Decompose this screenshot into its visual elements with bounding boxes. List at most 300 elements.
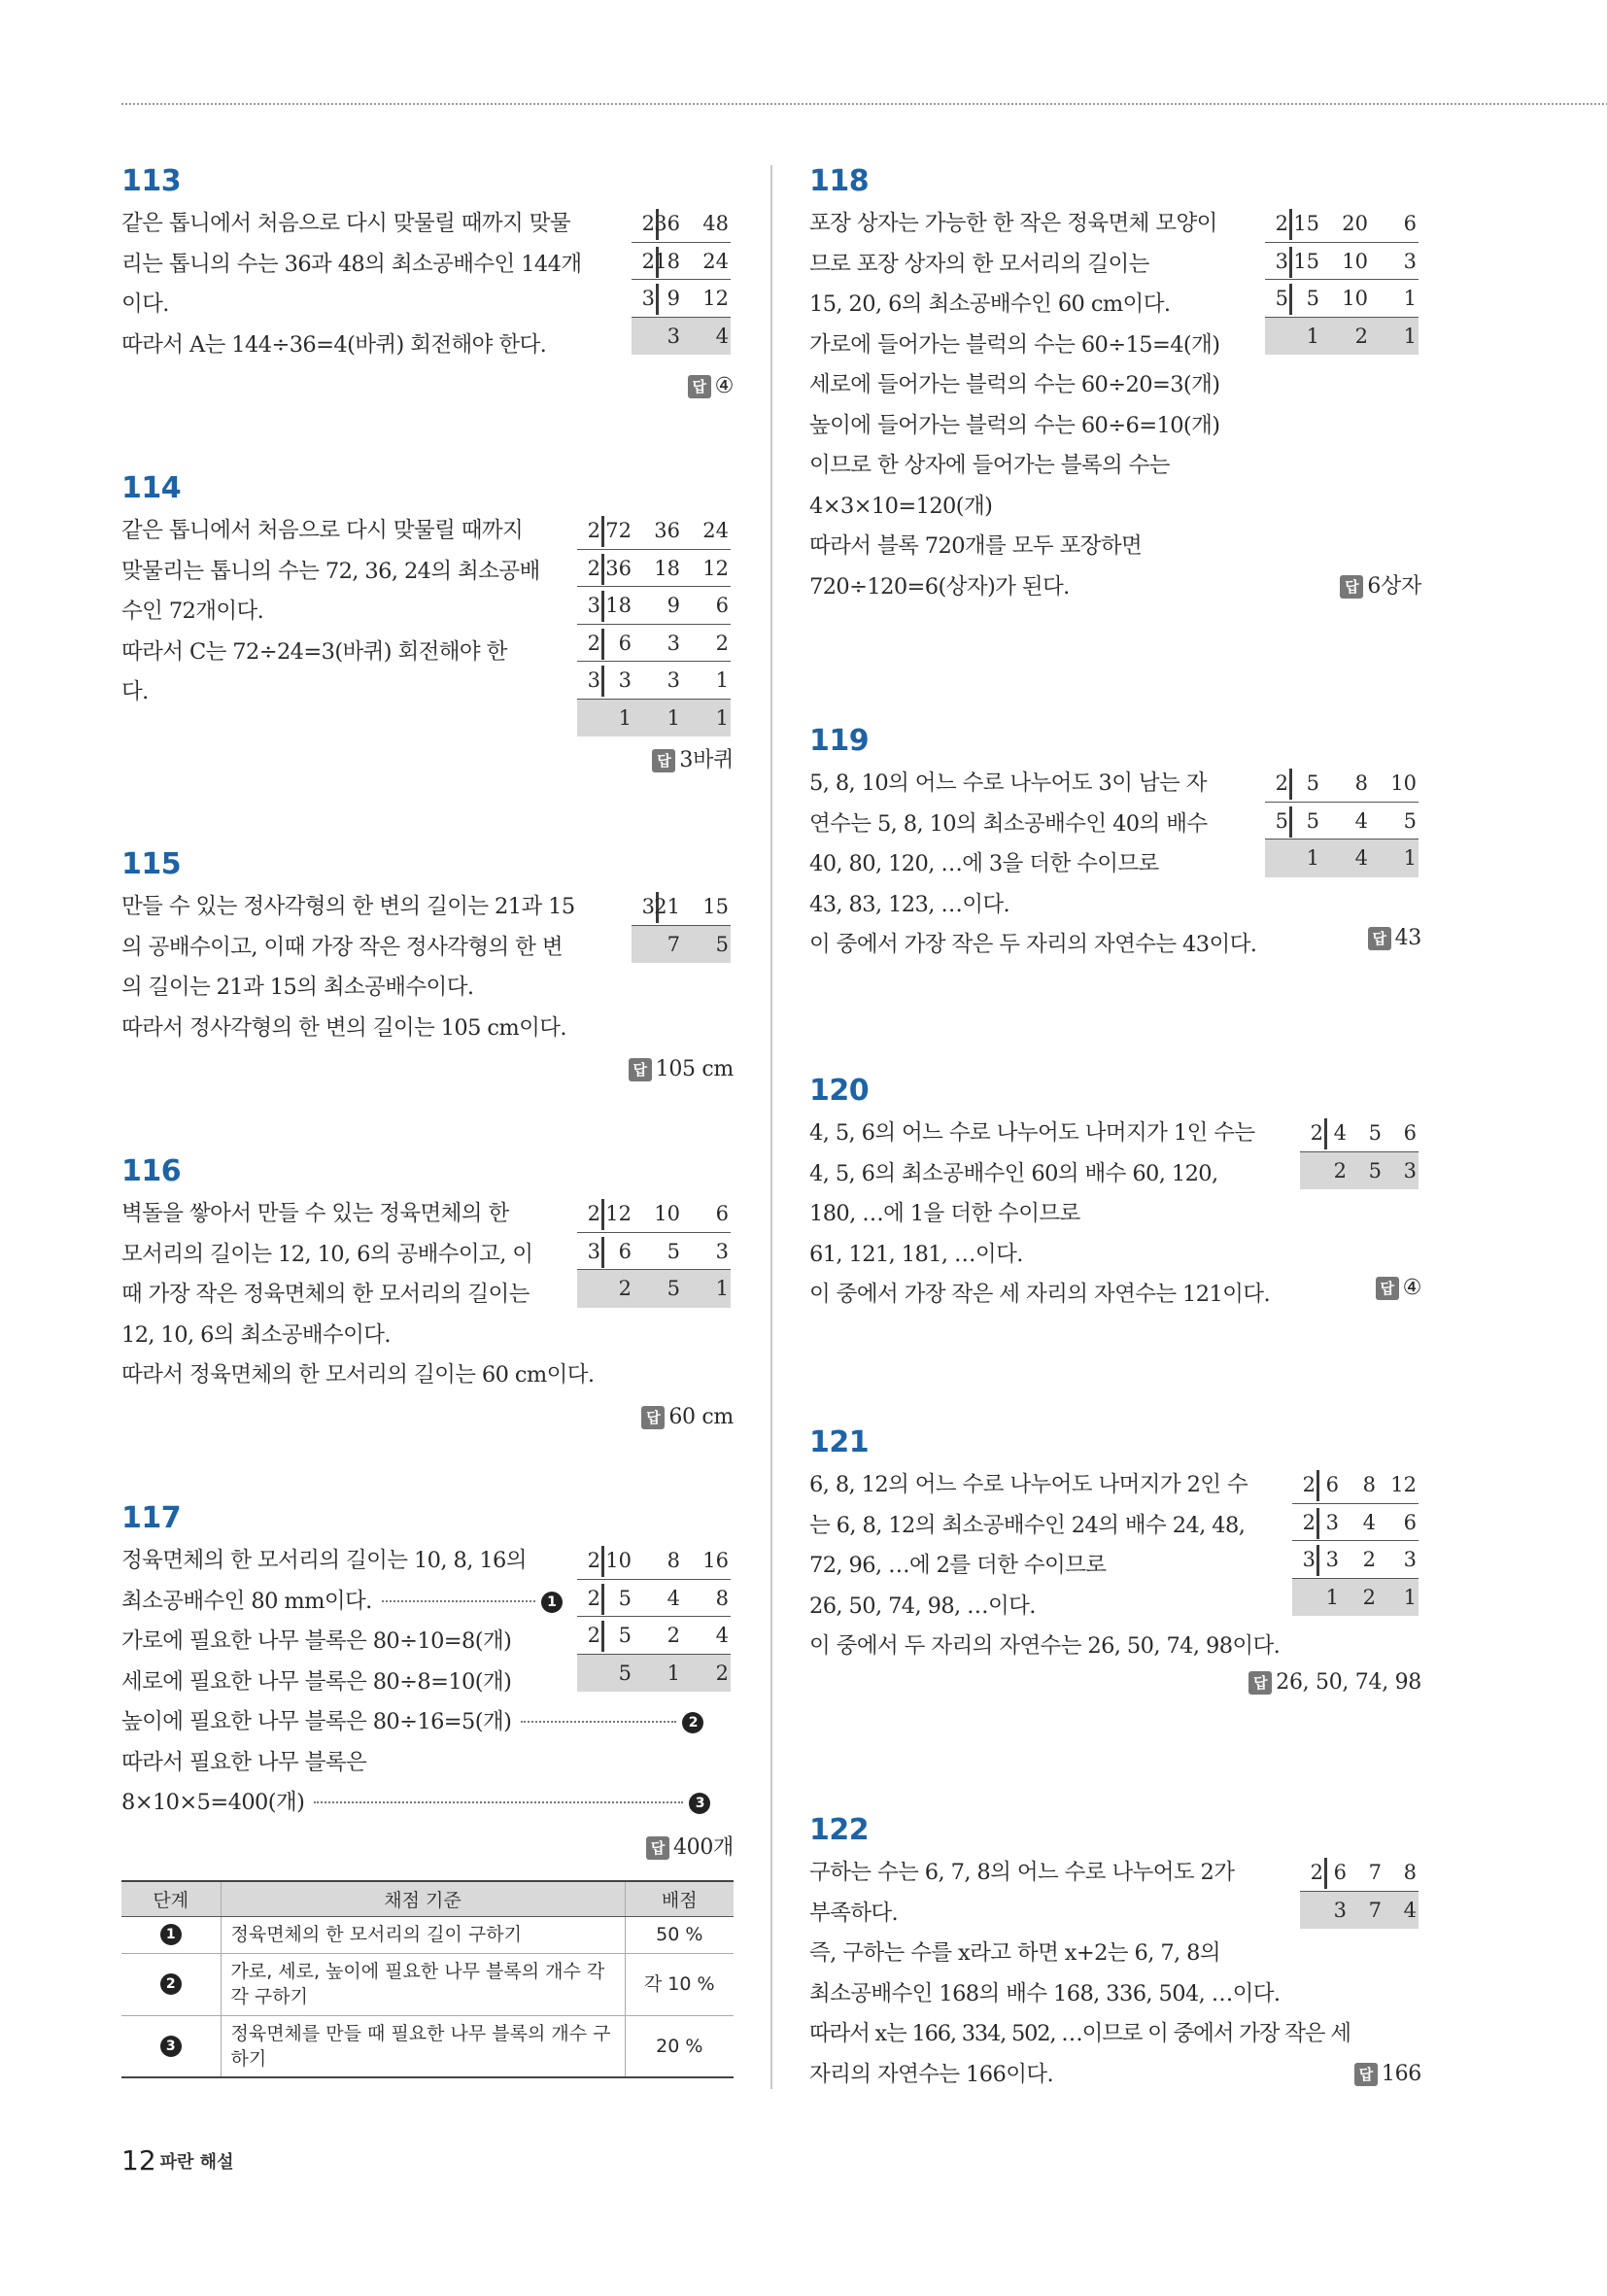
text-line: 12, 10, 6의 최소공배수이다. bbox=[121, 1321, 391, 1348]
answer-badge: 답 bbox=[1340, 575, 1363, 599]
table-row bbox=[121, 2015, 734, 2077]
ladder-divisor: 5 bbox=[1275, 808, 1288, 833]
text-line: 43, 83, 123, …이다. bbox=[809, 891, 1010, 917]
text-line: 리는 톱니의 수는 36과 48의 최소공배수인 144개 bbox=[121, 251, 582, 277]
problem-number: 113 bbox=[121, 164, 182, 198]
ladder-value: 3 bbox=[1403, 249, 1417, 273]
ladder-value: 2 bbox=[618, 1277, 632, 1300]
text-line: 다. bbox=[121, 679, 149, 704]
answer-badge: 답 bbox=[1248, 1671, 1272, 1695]
ladder-bracket bbox=[601, 629, 604, 660]
text-line: 4, 5, 6의 어느 수로 나누어도 나머지가 1인 수는 bbox=[809, 1120, 1255, 1146]
ladder-value: 5 bbox=[667, 1277, 680, 1300]
answer bbox=[652, 745, 734, 776]
ladder-value: 4 bbox=[667, 1586, 680, 1610]
problem-number: 122 bbox=[809, 1813, 870, 1847]
ladder-value: 1 bbox=[715, 705, 729, 730]
ladder-value: 2 bbox=[1362, 1548, 1376, 1571]
ladder-value: 4 bbox=[1354, 846, 1368, 870]
ladder-value: 12 bbox=[1390, 1473, 1417, 1496]
ladder-result-row bbox=[1300, 1892, 1419, 1930]
ladder-row bbox=[632, 243, 731, 281]
ladder-row bbox=[577, 1580, 731, 1618]
table-row bbox=[121, 1916, 734, 1953]
ladder-value: 10 bbox=[1390, 771, 1417, 795]
text-line: 이 중에서 가장 작은 세 자리의 자연수는 121이다. bbox=[809, 1282, 1270, 1307]
ladder-row bbox=[632, 888, 731, 926]
answer-badge: 답 bbox=[646, 1836, 669, 1860]
ladder-bracket bbox=[1289, 284, 1292, 315]
ladder-value: 15 bbox=[1293, 249, 1319, 273]
ladder-bracket bbox=[1324, 1858, 1327, 1889]
problem-number: 119 bbox=[809, 724, 870, 758]
ladder-bracket bbox=[601, 1237, 604, 1268]
ladder-value: 1 bbox=[1325, 1585, 1339, 1609]
text-line: 벽돌을 쌓아서 만들 수 있는 정육면체의 한 bbox=[121, 1201, 509, 1226]
ladder-division bbox=[1300, 1854, 1419, 1929]
text-line: 때 가장 작은 정육면체의 한 모서리의 길이는 bbox=[121, 1282, 530, 1307]
ladder-bracket bbox=[601, 666, 604, 697]
ladder-value: 6 bbox=[715, 594, 729, 617]
ladder-divisor: 3 bbox=[1302, 1548, 1316, 1571]
ladder-value: 5 bbox=[667, 1239, 680, 1263]
ladder-row bbox=[577, 1617, 731, 1655]
ladder-row bbox=[1292, 1466, 1419, 1504]
ladder-bracket bbox=[601, 1199, 604, 1230]
ladder-value: 4 bbox=[1333, 1121, 1347, 1145]
ladder-value: 1 bbox=[1403, 324, 1417, 348]
text-line: 포장 상자는 가능한 한 작은 정육면체 모양이 bbox=[809, 211, 1217, 236]
ladder-value: 1 bbox=[1403, 846, 1417, 870]
ladder-row bbox=[1265, 243, 1419, 281]
ladder-divisor: 3 bbox=[641, 895, 655, 918]
ladder-value: 36 bbox=[605, 556, 632, 580]
answer bbox=[1376, 1273, 1421, 1304]
text-line bbox=[121, 1702, 734, 1743]
leader-dots bbox=[382, 1600, 535, 1602]
answer-value: 166 bbox=[1381, 2062, 1421, 2086]
answer-value: 60 cm bbox=[668, 1405, 734, 1429]
ladder-value: 5 bbox=[618, 1661, 632, 1685]
ladder-divisor: 2 bbox=[1310, 1861, 1323, 1884]
text-line: 따라서 정사각형의 한 변의 길이는 105 cm이다. bbox=[121, 1014, 566, 1041]
problem-121 bbox=[809, 1421, 1421, 1695]
ladder-value: 5 bbox=[618, 1624, 632, 1647]
ladder-result-row bbox=[632, 318, 731, 356]
ladder-value: 8 bbox=[667, 1549, 680, 1572]
text-line: 수인 72개이다. bbox=[121, 599, 264, 624]
ladder-division bbox=[1265, 205, 1419, 355]
ladder-divisor: 2 bbox=[1275, 771, 1288, 795]
ladder-value: 15 bbox=[1293, 212, 1319, 235]
step-marker-1: 1 bbox=[160, 1924, 182, 1945]
ladder-value: 1 bbox=[1306, 324, 1319, 348]
ladder-row bbox=[577, 512, 731, 550]
text-line: 최소공배수인 168의 배수 168, 336, 504, …이다. bbox=[809, 1980, 1281, 2006]
ladder-value: 18 bbox=[654, 249, 680, 273]
ladder-bracket bbox=[1324, 1118, 1327, 1149]
ladder-bracket bbox=[601, 554, 604, 585]
ladder-bracket bbox=[601, 1546, 604, 1577]
ladder-value: 2 bbox=[1354, 324, 1368, 348]
problem-number: 121 bbox=[809, 1425, 870, 1459]
text-line: 이 중에서 가장 작은 두 자리의 자연수는 43이다. bbox=[809, 932, 1257, 957]
ladder-value: 3 bbox=[1333, 1898, 1347, 1922]
text-line: 세로에 필요한 나무 블록은 80÷8=10(개) bbox=[121, 1668, 512, 1695]
top-dotted-rule bbox=[121, 103, 1607, 105]
problem-119 bbox=[809, 719, 1421, 966]
ladder-value: 48 bbox=[702, 212, 729, 235]
ladder-value: 12 bbox=[605, 1202, 632, 1225]
ladder-row bbox=[1265, 205, 1419, 243]
problem-number: 115 bbox=[121, 847, 182, 881]
ladder-value: 9 bbox=[667, 287, 680, 310]
problem-number: 114 bbox=[121, 471, 182, 505]
text-line: 26, 50, 74, 98, …이다. bbox=[809, 1593, 1036, 1619]
ladder-value: 4 bbox=[1362, 1510, 1376, 1534]
ladder-value: 1 bbox=[1403, 287, 1417, 310]
ladder-value: 20 bbox=[1342, 212, 1368, 235]
answer bbox=[688, 371, 734, 402]
ladder-value: 6 bbox=[618, 631, 632, 655]
ladder-row bbox=[1265, 765, 1419, 803]
ladder-row bbox=[1300, 1854, 1419, 1892]
ladder-row bbox=[577, 662, 731, 700]
ladder-value: 8 bbox=[1403, 1861, 1417, 1884]
problem-number: 116 bbox=[121, 1154, 182, 1188]
ladder-divisor: 5 bbox=[1275, 287, 1288, 310]
ladder-divisor: 2 bbox=[1310, 1121, 1323, 1145]
ladder-result-row bbox=[577, 1655, 731, 1693]
text-line: 따라서 정육면체의 한 모서리의 길이는 60 cm이다. bbox=[121, 1362, 595, 1388]
text-line: 가로에 들어가는 블럭의 수는 60÷15=4(개) bbox=[809, 331, 1220, 358]
text-line: 구하는 수는 6, 7, 8의 어느 수로 나누어도 2가 bbox=[809, 1860, 1235, 1885]
page-footer bbox=[121, 2144, 233, 2176]
text-line: 따라서 x는 166, 334, 502, …이므로 이 중에서 가장 작은 세 bbox=[809, 2021, 1351, 2046]
ladder-row bbox=[577, 1195, 731, 1233]
ladder-result-row bbox=[632, 926, 731, 964]
text-line: 180, …에 1을 더한 수이므로 bbox=[809, 1201, 1080, 1226]
footer-label: 파란 해설 bbox=[159, 2152, 234, 2173]
ladder-value: 6 bbox=[618, 1239, 632, 1263]
problem-114 bbox=[121, 466, 734, 772]
text-line: 정육면체의 한 모서리의 길이는 10, 8, 16의 bbox=[121, 1548, 527, 1573]
ladder-value: 5 bbox=[1403, 808, 1417, 833]
ladder-division bbox=[632, 205, 731, 355]
ladder-value: 5 bbox=[1368, 1121, 1382, 1145]
ladder-divisor: 2 bbox=[587, 1202, 600, 1225]
problem-number: 117 bbox=[121, 1501, 182, 1535]
page-number: 12 bbox=[121, 2144, 156, 2176]
ladder-value: 6 bbox=[1403, 212, 1417, 235]
score-cell: 50 % bbox=[625, 1916, 734, 1953]
ladder-bracket bbox=[601, 591, 604, 622]
ladder-bracket bbox=[1289, 806, 1292, 838]
problem-122 bbox=[809, 1808, 1421, 2095]
answer-value: 105 cm bbox=[655, 1057, 734, 1081]
ladder-value: 2 bbox=[1362, 1585, 1376, 1609]
ladder-value: 2 bbox=[715, 631, 729, 655]
answer-badge: 답 bbox=[629, 1058, 652, 1081]
ladder-row bbox=[1300, 1114, 1419, 1152]
problem-120 bbox=[809, 1069, 1421, 1316]
text-line: 자리의 자연수는 166이다. bbox=[809, 2061, 1054, 2087]
ladder-division bbox=[577, 1542, 731, 1692]
ladder-value: 7 bbox=[1368, 1898, 1382, 1922]
ladder-row bbox=[1265, 803, 1419, 840]
ladder-value: 1 bbox=[715, 1277, 729, 1300]
score-cell: 20 % bbox=[625, 2015, 734, 2077]
answer-badge: 답 bbox=[1368, 927, 1391, 950]
step-marker-1: 1 bbox=[541, 1592, 563, 1613]
ladder-row bbox=[577, 1233, 731, 1271]
text-line: 맞물리는 톱니의 수는 72, 36, 24의 최소공배 bbox=[121, 558, 540, 584]
ladder-value: 5 bbox=[1306, 771, 1319, 795]
ladder-divisor: 3 bbox=[587, 1239, 600, 1263]
ladder-bracket bbox=[1289, 247, 1292, 278]
text-line: 이므로 한 상자에 들어가는 블록의 수는 bbox=[809, 453, 1170, 478]
answer-badge: 답 bbox=[641, 1406, 665, 1429]
ladder-divisor: 2 bbox=[1302, 1510, 1316, 1534]
ladder-divisor: 2 bbox=[641, 249, 655, 273]
ladder-value: 21 bbox=[654, 895, 680, 918]
ladder-divisor: 2 bbox=[587, 519, 600, 542]
ladder-value: 2 bbox=[667, 1624, 680, 1647]
ladder-division bbox=[577, 512, 731, 737]
ladder-value: 6 bbox=[715, 1202, 729, 1225]
text-line: 720÷120=6(상자)가 된다. bbox=[809, 573, 1070, 600]
criterion-cell: 정육면체의 한 모서리의 길이 구하기 bbox=[221, 1916, 625, 1953]
column-divider bbox=[770, 165, 772, 2089]
text-line: 의 공배수이고, 이때 가장 작은 정사각형의 한 변 bbox=[121, 934, 563, 960]
problem-113 bbox=[121, 159, 734, 398]
ladder-value: 1 bbox=[1306, 846, 1319, 870]
ladder-value: 15 bbox=[702, 895, 729, 918]
answer-value: 26, 50, 74, 98 bbox=[1276, 1670, 1421, 1695]
criterion-cell: 가로, 세로, 높이에 필요한 나무 블록의 개수 각각 구하기 bbox=[221, 1953, 625, 2015]
ladder-value: 8 bbox=[715, 1586, 729, 1610]
ladder-result-row bbox=[1265, 840, 1419, 877]
ladder-value: 5 bbox=[1368, 1158, 1382, 1182]
answer bbox=[641, 1402, 734, 1433]
step-marker-2: 2 bbox=[160, 1973, 182, 1995]
ladder-result-row bbox=[1292, 1579, 1419, 1617]
ladder-divisor: 3 bbox=[587, 668, 600, 692]
ladder-divisor: 2 bbox=[587, 1549, 600, 1572]
text-line: 5, 8, 10의 어느 수로 나누어도 3이 남는 자 bbox=[809, 771, 1207, 796]
text-line: 이다. bbox=[121, 291, 169, 317]
problem-number: 120 bbox=[809, 1074, 870, 1108]
ladder-bracket bbox=[1316, 1470, 1319, 1501]
text-line: 따라서 필요한 나무 블록은 bbox=[121, 1749, 367, 1775]
ladder-value: 5 bbox=[1306, 287, 1319, 310]
leader-dots bbox=[314, 1801, 683, 1803]
text-line: 40, 80, 120, …에 3을 더한 수이므로 bbox=[809, 851, 1159, 876]
ladder-value: 3 bbox=[715, 1239, 729, 1263]
ladder-value: 6 bbox=[1403, 1121, 1417, 1145]
ladder-bracket bbox=[601, 516, 604, 547]
answer bbox=[1340, 571, 1421, 602]
text-line: 같은 톱니에서 처음으로 다시 맞물릴 때까지 bbox=[121, 518, 524, 543]
ladder-divisor: 2 bbox=[587, 631, 600, 655]
ladder-division bbox=[1292, 1466, 1419, 1616]
ladder-row bbox=[1292, 1504, 1419, 1542]
text-line: 모서리의 길이는 12, 10, 6의 공배수이고, 이 bbox=[121, 1241, 533, 1267]
ladder-divisor: 2 bbox=[1302, 1473, 1316, 1496]
ladder-value: 12 bbox=[702, 287, 729, 310]
text-segment: 8×10×5=400(개) bbox=[121, 1790, 305, 1815]
text-line: 4, 5, 6의 최소공배수인 60의 배수 60, 120, bbox=[809, 1160, 1218, 1186]
answer bbox=[646, 1833, 734, 1864]
ladder-value: 10 bbox=[605, 1549, 632, 1572]
text-line: 61, 121, 181, …이다. bbox=[809, 1241, 1023, 1267]
ladder-row bbox=[1265, 280, 1419, 318]
table-row bbox=[121, 1953, 734, 2015]
ladder-value: 3 bbox=[667, 324, 680, 348]
ladder-bracket bbox=[1289, 209, 1292, 240]
problem-118 bbox=[809, 159, 1421, 607]
ladder-divisor: 2 bbox=[587, 1624, 600, 1647]
answer-badge: 답 bbox=[652, 749, 675, 772]
answer-badge: 답 bbox=[688, 375, 711, 398]
answer bbox=[1354, 2059, 1421, 2090]
step-marker-3: 3 bbox=[689, 1793, 710, 1814]
ladder-value: 16 bbox=[702, 1549, 729, 1572]
ladder-value: 3 bbox=[618, 668, 632, 692]
answer-value: 400개 bbox=[672, 1835, 734, 1860]
answer-value: 6상자 bbox=[1367, 574, 1421, 599]
step-marker-3: 3 bbox=[160, 2036, 182, 2057]
ladder-value: 10 bbox=[654, 1202, 680, 1225]
ladder-value: 1 bbox=[667, 1661, 680, 1685]
ladder-value: 10 bbox=[1342, 287, 1368, 310]
answer-badge: 답 bbox=[1376, 1277, 1399, 1300]
text-line: 6, 8, 12의 어느 수로 나누어도 나머지가 2인 수 bbox=[809, 1472, 1248, 1497]
ladder-divisor: 3 bbox=[641, 287, 655, 310]
ladder-divisor: 2 bbox=[587, 556, 600, 580]
text-line: 즉, 구하는 수를 x라고 하면 x+2는 6, 7, 8의 bbox=[809, 1940, 1220, 1966]
ladder-bracket bbox=[601, 1584, 604, 1615]
ladder-value: 72 bbox=[605, 519, 632, 542]
ladder-divisor: 2 bbox=[587, 1586, 600, 1610]
answer-value: 3바퀴 bbox=[679, 748, 734, 772]
text-line: 세로에 들어가는 블럭의 수는 60÷20=3(개) bbox=[809, 372, 1220, 397]
ladder-division bbox=[1300, 1114, 1419, 1189]
ladder-value: 7 bbox=[667, 932, 680, 956]
ladder-row bbox=[632, 205, 731, 243]
ladder-value: 1 bbox=[715, 668, 729, 692]
ladder-value: 3 bbox=[1325, 1548, 1339, 1571]
score-cell: 각 10 % bbox=[625, 1953, 734, 2015]
answer bbox=[1248, 1667, 1421, 1698]
text-line: 만들 수 있는 정사각형의 한 변의 길이는 21과 15 bbox=[121, 894, 575, 919]
ladder-value: 7 bbox=[1368, 1861, 1382, 1884]
grading-table bbox=[121, 1880, 734, 2078]
ladder-value: 10 bbox=[1342, 249, 1368, 273]
ladder-value: 18 bbox=[605, 594, 632, 617]
ladder-value: 24 bbox=[702, 249, 729, 273]
text-line: 따라서 블록 720개를 모두 포장하면 bbox=[809, 533, 1143, 559]
text-line: 가로에 필요한 나무 블록은 80÷10=8(개) bbox=[121, 1628, 512, 1654]
ladder-value: 5 bbox=[715, 932, 729, 956]
ladder-bracket bbox=[1316, 1508, 1319, 1539]
ladder-value: 1 bbox=[667, 705, 680, 730]
step-cell bbox=[121, 1953, 221, 2015]
step-cell bbox=[121, 1916, 221, 1953]
text-line: 는 6, 8, 12의 최소공배수인 24의 배수 24, 48, bbox=[809, 1512, 1246, 1538]
ladder-division bbox=[632, 888, 731, 963]
ladder-row bbox=[577, 550, 731, 588]
ladder-value: 5 bbox=[618, 1586, 632, 1610]
text-line: 이 중에서 두 자리의 자연수는 26, 50, 74, 98이다. bbox=[809, 1633, 1281, 1659]
ladder-value: 9 bbox=[667, 594, 680, 617]
ladder-value: 4 bbox=[715, 324, 729, 348]
ladder-bracket bbox=[656, 284, 659, 315]
text-line: 부족하다. bbox=[809, 1900, 899, 1926]
ladder-divisor: 2 bbox=[1275, 212, 1288, 235]
ladder-value: 1 bbox=[1403, 1585, 1417, 1609]
ladder-value: 5 bbox=[1306, 808, 1319, 833]
ladder-value: 6 bbox=[1325, 1473, 1339, 1496]
ladder-row bbox=[577, 1542, 731, 1580]
answer bbox=[629, 1054, 734, 1085]
ladder-row bbox=[632, 280, 731, 318]
ladder-result-row bbox=[1265, 318, 1419, 356]
text-line: 같은 톱니에서 처음으로 다시 맞물릴 때까지 맞물 bbox=[121, 211, 571, 236]
text-line: 므로 포장 상자의 한 모서리의 길이는 bbox=[809, 251, 1149, 277]
ladder-value: 2 bbox=[715, 1661, 729, 1685]
answer-value: 43 bbox=[1394, 926, 1421, 950]
header-step: 단계 bbox=[121, 1881, 221, 1916]
ladder-value: 4 bbox=[1354, 808, 1368, 833]
step-cell bbox=[121, 2015, 221, 2077]
ladder-bracket bbox=[1316, 1545, 1319, 1576]
ladder-bracket bbox=[601, 1621, 604, 1652]
ladder-bracket bbox=[1289, 769, 1292, 800]
header-criterion: 채점 기준 bbox=[221, 1881, 625, 1916]
ladder-row bbox=[1292, 1541, 1419, 1579]
answer-value: ④ bbox=[714, 374, 734, 398]
text-line: 따라서 C는 72÷24=3(바퀴) 회전해야 한 bbox=[121, 638, 507, 665]
ladder-result-row bbox=[1300, 1152, 1419, 1190]
problem-117 bbox=[121, 1496, 734, 1860]
problem-115 bbox=[121, 842, 734, 1081]
ladder-value: 12 bbox=[702, 556, 729, 580]
ladder-divisor: 3 bbox=[587, 594, 600, 617]
ladder-value: 36 bbox=[654, 212, 680, 235]
table-header-row bbox=[121, 1881, 734, 1916]
ladder-result-row bbox=[577, 1270, 731, 1308]
ladder-value: 6 bbox=[1333, 1861, 1347, 1884]
ladder-value: 3 bbox=[667, 668, 680, 692]
ladder-value: 18 bbox=[654, 556, 680, 580]
ladder-value: 3 bbox=[1325, 1510, 1339, 1534]
text-line: 따라서 A는 144÷36=4(바퀴) 회전해야 한다. bbox=[121, 331, 547, 358]
ladder-divisor: 2 bbox=[641, 212, 655, 235]
ladder-division bbox=[1265, 765, 1419, 877]
ladder-divisor: 3 bbox=[1275, 249, 1288, 273]
ladder-value: 4 bbox=[715, 1624, 729, 1647]
header-score: 배점 bbox=[625, 1881, 734, 1916]
ladder-value: 8 bbox=[1354, 771, 1368, 795]
ladder-value: 1 bbox=[618, 705, 632, 730]
text-line: 의 길이는 21과 15의 최소공배수이다. bbox=[121, 975, 474, 1000]
ladder-value: 8 bbox=[1362, 1473, 1376, 1496]
ladder-value: 4 bbox=[1403, 1898, 1417, 1922]
ladder-value: 36 bbox=[654, 519, 680, 542]
ladder-value: 6 bbox=[1403, 1510, 1417, 1534]
answer bbox=[1368, 923, 1421, 954]
